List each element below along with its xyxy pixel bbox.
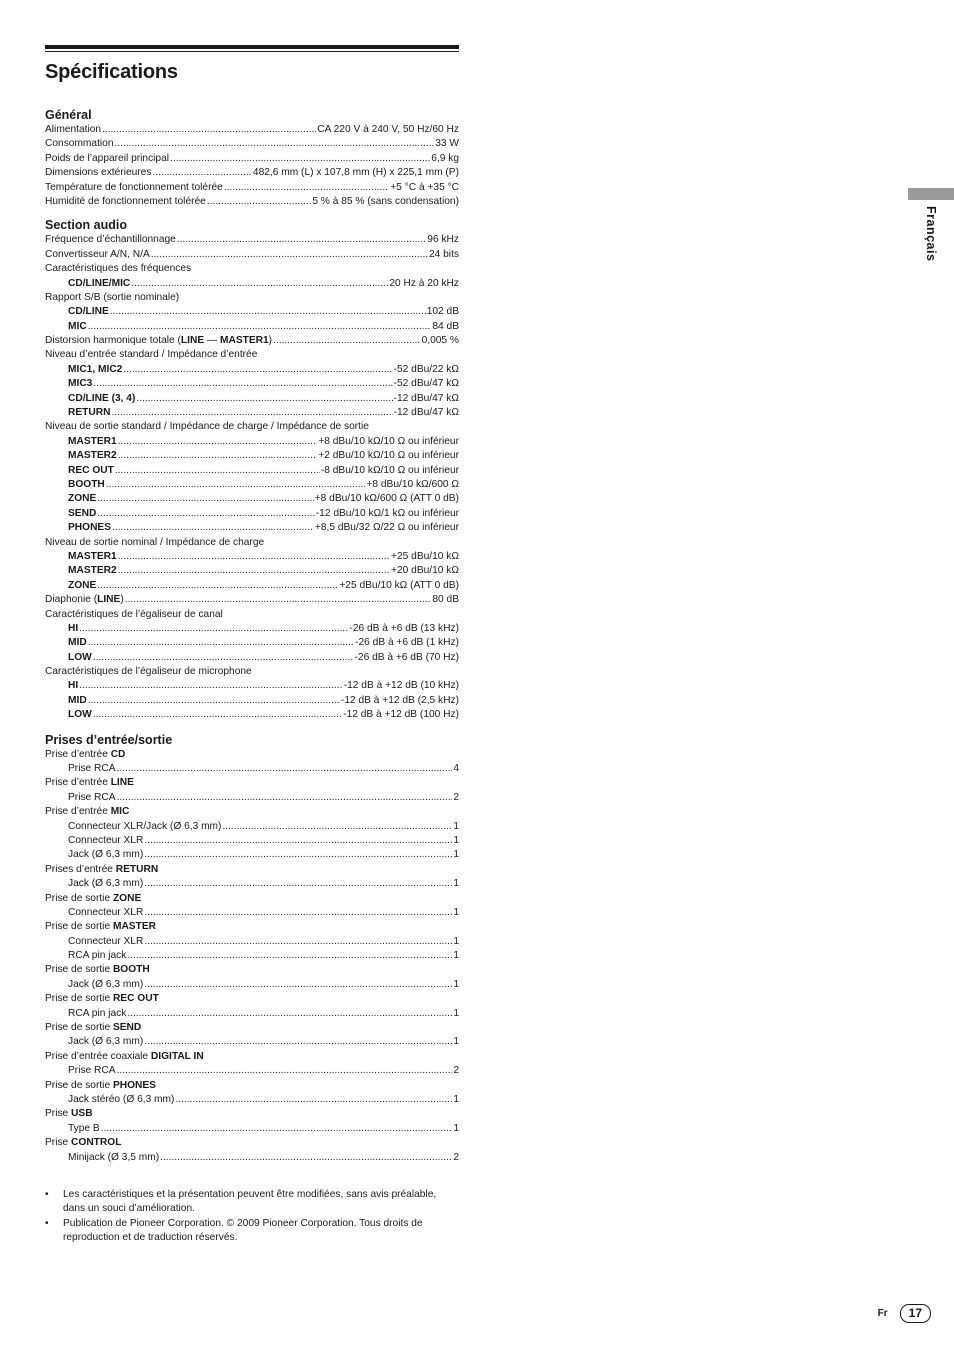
- spec-label: ZONE: [68, 493, 97, 505]
- spec-row: [45, 622, 459, 636]
- nominal-rows: [45, 550, 459, 593]
- spec-row: [45, 195, 459, 209]
- spec-label: HI: [68, 622, 79, 634]
- spec-row: [45, 651, 459, 665]
- spec-label: MASTER2: [68, 565, 117, 577]
- spec-label: Convertisseur A/N, N/A: [45, 248, 150, 260]
- spec-row: [45, 935, 459, 949]
- spec-row: [45, 137, 459, 151]
- spec-label: RCA pin jack: [68, 1007, 127, 1019]
- footer-lang: Fr: [877, 1308, 888, 1319]
- spec-value: 102 dB: [426, 306, 459, 318]
- spec-value: 1: [453, 1007, 459, 1019]
- spec-value: -8 dBu/10 kΩ/10 Ω ou inférieur: [320, 464, 459, 476]
- page-footer: [878, 1304, 931, 1323]
- spec-label: Prise RCA: [68, 791, 116, 803]
- spec-value: +8,5 dBu/32 Ω/22 Ω ou inférieur: [314, 522, 459, 534]
- spec-row: [45, 166, 459, 180]
- spec-row: [45, 521, 459, 535]
- io-group-heading: Prise USB: [45, 1108, 93, 1120]
- spec-label: HI: [68, 680, 79, 692]
- spec-label: BOOTH: [68, 478, 105, 490]
- top-rule: [45, 45, 459, 49]
- spec-label: Diaphonie (LINE): [45, 594, 124, 606]
- spec-row: [45, 848, 459, 862]
- spec-label: MID: [68, 694, 87, 706]
- spec-value: +5 °C à +35 °C: [390, 181, 459, 193]
- io-group-heading: Prise d’entrée MIC: [45, 806, 130, 818]
- spec-label: RCA pin jack: [68, 950, 127, 962]
- spec-row: [45, 708, 459, 722]
- spec-value: 1: [453, 820, 459, 832]
- spec-row-crosstalk: [45, 593, 459, 607]
- subheading-channel-eq: Caractéristiques de l’égaliseur de canal: [45, 608, 223, 620]
- spec-label: Température de fonctionnement tolérée: [45, 181, 223, 193]
- spec-row: [45, 579, 459, 593]
- section-general: [45, 107, 459, 209]
- spec-row: [45, 492, 459, 506]
- spec-row: [45, 123, 459, 137]
- channel-eq-rows: [45, 622, 459, 665]
- sn-rows: [45, 305, 459, 334]
- spec-value: 24 bits: [428, 248, 459, 260]
- spec-label: Distorsion harmonique totale (LINE — MASTER1): [45, 335, 273, 347]
- spec-row: [45, 820, 459, 834]
- spec-label: Humidité de fonctionnement tolérée: [45, 195, 206, 207]
- spec-row: [45, 694, 459, 708]
- spec-label: RETURN: [68, 407, 111, 419]
- spec-label: MASTER1: [68, 435, 117, 447]
- spec-label: Alimentation: [45, 124, 102, 135]
- spec-row: [45, 507, 459, 521]
- spec-value: -12 dB à +12 dB (2,5 kHz): [340, 694, 459, 706]
- spec-value: -26 dB à +6 dB (70 Hz): [354, 651, 459, 663]
- spec-label: Prise RCA: [68, 763, 116, 775]
- subheading-nominal: Niveau de sortie nominal / Impédance de charge: [45, 536, 265, 548]
- section-heading-io: Prises d’entrée/sortie: [45, 732, 173, 747]
- spec-value: +20 dBu/10 kΩ: [391, 565, 459, 577]
- subheading-input: Niveau d’entrée standard / Impédance d’entrée: [45, 349, 258, 361]
- io-group-heading: Prise d’entrée coaxiale DIGITAL IN: [45, 1050, 204, 1062]
- spec-value: 1: [453, 1122, 459, 1134]
- spec-value: CA 220 V à 240 V, 50 Hz/60 Hz: [317, 124, 459, 135]
- language-tab: [908, 188, 954, 284]
- spec-label: LOW: [68, 709, 92, 721]
- spec-value: +2 dBu/10 kΩ/10 Ω ou inférieur: [318, 450, 459, 462]
- spec-row: [45, 834, 459, 848]
- spec-label: MIC1, MIC2: [68, 363, 123, 375]
- spec-label: Connecteur XLR/Jack (Ø 6,3 mm): [68, 820, 222, 832]
- spec-label: CD/LINE (3, 4): [68, 392, 136, 404]
- spec-row: [45, 248, 459, 262]
- spec-label: MIC3: [68, 378, 93, 390]
- spec-row: [45, 406, 459, 420]
- spec-row: [45, 377, 459, 391]
- spec-value: -26 dB à +6 dB (1 kHz): [355, 637, 459, 649]
- spec-label: Connecteur XLR: [68, 935, 144, 947]
- page-number: 17: [900, 1304, 931, 1323]
- input-rows: [45, 363, 459, 421]
- subheading-mic-eq: Caractéristiques de l’égaliseur de microphone: [45, 666, 252, 678]
- spec-value: 1: [453, 878, 459, 890]
- spec-label: PHONES: [68, 522, 112, 534]
- spec-value: -12 dBu/10 kΩ/1 kΩ ou inférieur: [315, 507, 459, 519]
- spec-label: Jack stéréo (Ø 6,3 mm): [68, 1094, 175, 1105]
- spec-row: [45, 1035, 459, 1049]
- spec-label: Jack (Ø 6,3 mm): [68, 1036, 144, 1048]
- spec-value: +8 dBu/10 kΩ/600 Ω (ATT 0 dB): [314, 493, 459, 505]
- spec-value: 6,9 kg: [431, 152, 459, 164]
- spec-row: [45, 181, 459, 195]
- io-group-heading: Prises d’entrée RETURN: [45, 863, 159, 875]
- spec-label: Jack (Ø 6,3 mm): [68, 849, 144, 861]
- io-group-heading: Prise de sortie MASTER: [45, 921, 156, 933]
- spec-row: [45, 464, 459, 478]
- spec-label: REC OUT: [68, 464, 114, 476]
- section-heading-general: Général: [45, 108, 92, 122]
- subheading-sn: Rapport S/B (sortie nominale): [45, 291, 180, 303]
- io-group-heading: Prise de sortie BOOTH: [45, 964, 150, 976]
- spec-label: MIC: [68, 320, 87, 332]
- spec-value: -12 dBu/47 kΩ: [393, 392, 459, 404]
- io-groups: [45, 748, 459, 1165]
- spec-label: Minijack (Ø 3,5 mm): [68, 1151, 160, 1163]
- spec-value: -12 dBu/47 kΩ: [393, 407, 459, 419]
- bullet-icon: •: [45, 1217, 49, 1229]
- spec-label: Connecteur XLR: [68, 834, 144, 846]
- spec-row: [45, 478, 459, 492]
- io-group-heading: Prise de sortie PHONES: [45, 1079, 156, 1091]
- spec-row: [45, 791, 459, 805]
- note-text: Publication de Pioneer Corporation. © 2009 Pioneer Corporation. Tous droits de reproduction et de traduction réservés.: [63, 1217, 423, 1244]
- spec-column: [45, 45, 459, 1165]
- spec-label: Fréquence d’échantillonnage: [45, 234, 176, 246]
- spec-row: [45, 1007, 459, 1021]
- spec-value: +25 dBu/10 kΩ: [391, 550, 459, 562]
- spec-label: Dimensions extérieures: [45, 167, 152, 179]
- spec-value: 1: [453, 978, 459, 990]
- general-rows: [45, 123, 459, 209]
- spec-value: 84 dB: [432, 320, 459, 332]
- spec-value: 2: [453, 1065, 459, 1077]
- section-heading-audio: Section audio: [45, 218, 127, 233]
- spec-row: [45, 1064, 459, 1078]
- spec-row: [45, 762, 459, 776]
- spec-label: Poids de l’appareil principal: [45, 152, 170, 164]
- spec-row: [45, 550, 459, 564]
- section-io: [45, 732, 459, 1165]
- notes: [45, 1188, 459, 1246]
- spec-row: [45, 1093, 459, 1107]
- note-item: [45, 1217, 459, 1246]
- bullet-icon: •: [45, 1189, 49, 1200]
- spec-row: [45, 949, 459, 963]
- spec-value: -26 dB à +6 dB (13 kHz): [349, 622, 459, 634]
- spec-label: Connecteur XLR: [68, 906, 144, 918]
- spec-value: 1: [453, 834, 459, 846]
- spec-row: [45, 392, 459, 406]
- spec-value: 0,005 %: [421, 335, 459, 347]
- io-group-heading: Prise de sortie ZONE: [45, 892, 142, 904]
- spec-row: [45, 877, 459, 891]
- subheading-frequency: Caractéristiques des fréquences: [45, 263, 192, 275]
- spec-value: +8 dBu/10 kΩ/10 Ω ou inférieur: [318, 435, 459, 447]
- spec-value: -52 dBu/47 kΩ: [393, 378, 459, 390]
- spec-label: Jack (Ø 6,3 mm): [68, 978, 144, 990]
- spec-label: Jack (Ø 6,3 mm): [68, 878, 144, 890]
- mic-eq-rows: [45, 679, 459, 722]
- spec-value: 20 Hz à 20 kHz: [389, 277, 459, 289]
- output-rows: [45, 435, 459, 536]
- spec-row: [45, 363, 459, 377]
- spec-value: 33 W: [435, 138, 459, 150]
- spec-value: -12 dB à +12 dB (100 Hz): [343, 709, 459, 721]
- spec-label: MASTER2: [68, 450, 117, 462]
- spec-row: [45, 305, 459, 319]
- spec-value: 96 kHz: [427, 234, 459, 246]
- spec-value: 80 dB: [432, 594, 459, 606]
- spec-row: [45, 679, 459, 693]
- spec-row: [45, 320, 459, 334]
- spec-label: CD/LINE/MIC: [68, 277, 131, 289]
- spec-value: 2: [453, 1151, 459, 1163]
- spec-row: [45, 1122, 459, 1136]
- spec-row: [45, 906, 459, 920]
- spec-value: 1: [453, 950, 459, 962]
- spec-value: -12 dB à +12 dB (10 kHz): [343, 680, 459, 692]
- spec-value: +8 dBu/10 kΩ/600 Ω: [366, 478, 459, 490]
- io-group-heading: Prise CONTROL: [45, 1137, 122, 1149]
- spec-row: [45, 636, 459, 650]
- spec-value: 1: [453, 935, 459, 947]
- spec-value: 1: [453, 1036, 459, 1048]
- spec-value: 2: [453, 791, 459, 803]
- spec-value: 1: [453, 906, 459, 918]
- spec-label: LOW: [68, 651, 92, 663]
- spec-row: [45, 564, 459, 578]
- spec-value: +25 dBu/10 kΩ (ATT 0 dB): [339, 579, 459, 591]
- io-group-heading: Prise d’entrée CD: [45, 748, 126, 760]
- spec-row: [45, 1151, 459, 1165]
- spec-row: [45, 449, 459, 463]
- top-rule-thin: [45, 51, 459, 52]
- spec-label: Prise RCA: [68, 1065, 116, 1077]
- io-group-heading: Prise d’entrée LINE: [45, 777, 134, 789]
- spec-value: 1: [453, 849, 459, 861]
- language-tab-label: Français: [924, 206, 938, 262]
- spec-value: 482,6 mm (L) x 107,8 mm (H) x 225,1 mm (P): [252, 167, 459, 179]
- spec-label: ZONE: [68, 579, 97, 591]
- spec-row: [45, 277, 459, 291]
- note-item: [45, 1188, 459, 1217]
- spec-label: SEND: [68, 507, 97, 519]
- spec-value: -52 dBu/22 kΩ: [393, 363, 459, 375]
- spec-label: Type B: [68, 1122, 100, 1134]
- spec-value: 1: [453, 1094, 459, 1105]
- spec-value: 4: [453, 763, 459, 775]
- spec-row-thd: [45, 334, 459, 348]
- spec-label: Consommation: [45, 138, 114, 150]
- spec-row: [45, 435, 459, 449]
- spec-label: MASTER1: [68, 550, 117, 562]
- page-title: Spécifications: [45, 61, 178, 83]
- spec-label: CD/LINE: [68, 306, 109, 318]
- spec-row: [45, 978, 459, 992]
- spec-label: MID: [68, 637, 87, 649]
- section-audio: [45, 217, 459, 722]
- io-group-heading: Prise de sortie REC OUT: [45, 993, 159, 1005]
- spec-value: 5 % à 85 % (sans condensation): [312, 195, 459, 207]
- spec-row: [45, 233, 459, 247]
- subheading-output: Niveau de sortie standard / Impédance de charge / Impédance de sortie: [45, 421, 369, 433]
- spec-row: [45, 152, 459, 166]
- io-group-heading: Prise de sortie SEND: [45, 1022, 142, 1034]
- note-text: Les caractéristiques et la présentation peuvent être modifiées, sans avis préalable, dans un souci d’amélioration.: [63, 1189, 437, 1215]
